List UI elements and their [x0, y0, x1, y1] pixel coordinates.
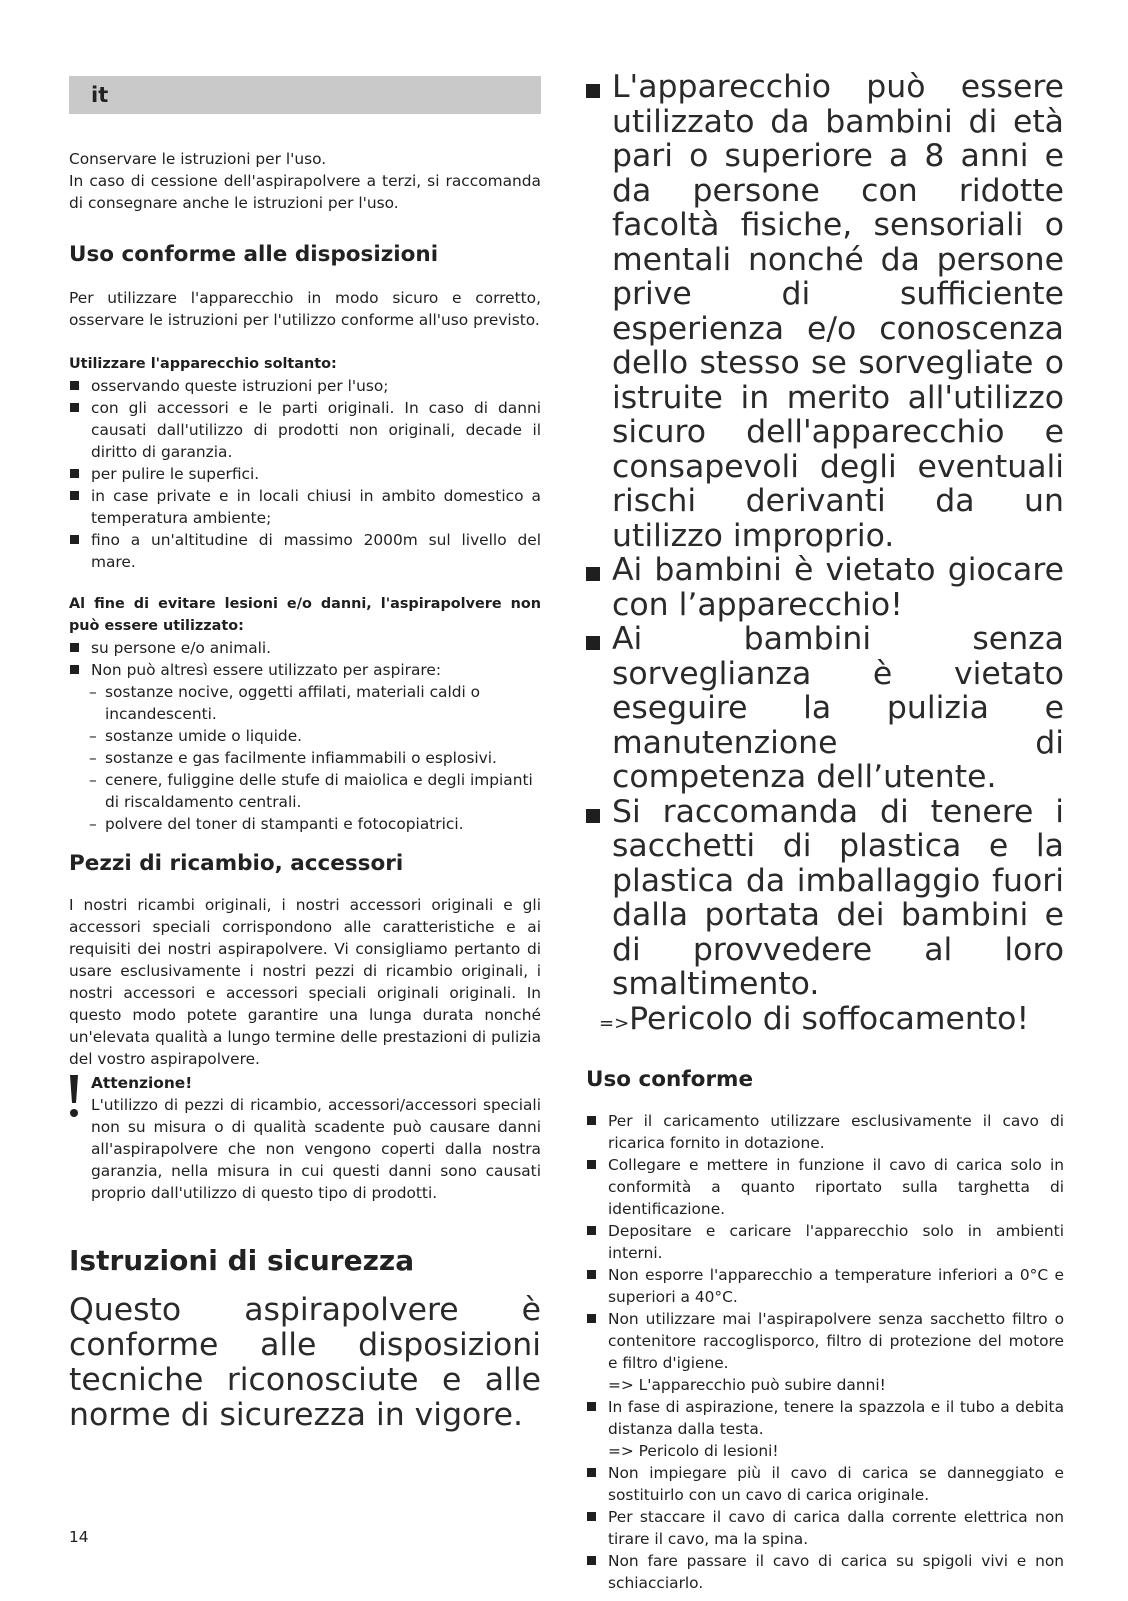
list-item-text: Per il caricamento utilizzare esclusivamente il cavo di ricarica fornito in dotazione.	[608, 1112, 1064, 1152]
list-item	[586, 1264, 1064, 1308]
list-item-text: in case private e in locali chiusi in ambito domestico a temperatura ambiente;	[91, 487, 541, 527]
conf-note-damage: => L'apparecchio può subire danni!	[608, 1376, 886, 1394]
bullet-square-icon	[70, 491, 79, 500]
dash-item	[69, 725, 541, 747]
bullet-square-icon	[70, 535, 79, 544]
bullet-square-icon	[587, 1556, 596, 1565]
big-list-item	[586, 795, 1064, 1002]
section-title-uso-conforme: Uso conforme	[586, 1067, 754, 1092]
big-list-item-text: Ai bambini è vietato giocare con l’apparecchio!	[612, 552, 1064, 623]
list-item	[586, 1462, 1064, 1506]
list-item-text: Depositare e caricare l'apparecchio solo in ambienti interni.	[608, 1222, 1064, 1262]
uso-conforme-list-2	[586, 1396, 1064, 1440]
list-item-text: Non utilizzare mai l'aspirapolvere senza sacchetto filtro o contenitore raccoglisporco, filtro di protezione del motore e filtro d'igiene.	[608, 1310, 1064, 1372]
big-list-item	[586, 622, 1064, 795]
big-list-item	[586, 553, 1064, 622]
bullet-square-icon	[70, 381, 79, 390]
list-item	[586, 1308, 1064, 1374]
bullet-square-icon	[586, 636, 600, 650]
bullet-square-icon	[587, 1116, 596, 1125]
conf-note-injury: => Pericolo di lesioni!	[608, 1442, 779, 1460]
intro-text	[69, 148, 541, 214]
big-list-item-text: L'apparecchio può essere utilizzato da bambini di età pari o superiore a 8 anni e da persone con ridotte facoltà fisiche, sensoriali o mentali nonché da persone prive di sufficiente esperienza e/o conoscenza dello stesso se sorvegliate o istruite in merito all'utilizzo sicuro dell'apparecchio e consapevoli degli eventuali rischi derivanti da un utilizzo improprio.	[612, 69, 1064, 554]
section-title-sicurezza: Istruzioni di sicurezza	[69, 1244, 415, 1277]
language-code: it	[91, 83, 109, 107]
dash-item-text: cenere, fuliggine delle stufe di maiolica e degli impianti di riscaldamento centrali.	[105, 771, 533, 811]
list-item	[69, 659, 541, 681]
list-item	[69, 375, 541, 397]
uso-conforme-list	[586, 1110, 1064, 1374]
bullet-square-icon	[587, 1160, 596, 1169]
list-item-text: Per staccare il cavo di carica dalla corrente elettrica non tirare il cavo, ma la spina.	[608, 1508, 1064, 1548]
uso-list-2	[69, 637, 541, 681]
bullet-square-icon	[587, 1468, 596, 1477]
arrow-icon: =>	[599, 1012, 630, 1034]
dash-item-text: sostanze nocive, oggetti affilati, materiali caldi o incandescenti.	[105, 683, 481, 723]
safety-big-list	[586, 70, 1064, 1002]
list-item-text: Non impiegare più il cavo di carica se danneggiato e sostituirlo con un cavo di carica originale.	[608, 1464, 1064, 1504]
list-item-text: fino a un'altitudine di massimo 2000m sul livello del mare.	[91, 531, 541, 571]
list-item	[586, 1110, 1064, 1154]
list-item	[69, 463, 541, 485]
big-list-item-text: Si raccomanda di tenere i sacchetti di plastica e la plastica da imballaggio fuori dalla portata dei bambini e di provvedere al loro smaltimento.	[612, 793, 1064, 1002]
suffocation-warning	[586, 1002, 1064, 1042]
list-item-text: osservando queste istruzioni per l'uso;	[91, 377, 389, 395]
list-item-text: con gli accessori e le parti originali. In caso di danni causati dall'utilizzo di prodotti non originali, decade il diritto di garanzia.	[91, 399, 541, 461]
uso-dash-list	[69, 681, 541, 835]
sicurezza-statement: Questo aspirapolvere è conforme alle disposizioni tecniche riconosciute e alle norme di sicurezza in vigore.	[69, 1292, 541, 1433]
bullet-square-icon	[587, 1314, 596, 1323]
dash-item	[69, 747, 541, 769]
page-number: 14	[69, 1528, 89, 1546]
uso-list-1	[69, 375, 541, 573]
dash-item	[69, 681, 541, 725]
list-item	[69, 485, 541, 529]
bullet-square-icon	[586, 809, 600, 823]
dash-item	[69, 813, 541, 835]
section-title-pezzi: Pezzi di ricambio, accessori	[69, 851, 404, 876]
bullet-square-icon	[70, 643, 79, 652]
bullet-square-icon	[587, 1270, 596, 1279]
big-list-item-text: Ai bambini senza sorveglianza è vietato eseguire la pulizia e manutenzione di competenza dell’utente.	[612, 621, 1064, 795]
dash-item-text: sostanze umide o liquide.	[105, 727, 303, 745]
list-item	[586, 1154, 1064, 1220]
uso-subheading-2: Al fine di evitare lesioni e/o danni, l'aspirapolvere non può essere utilizzato:	[69, 596, 541, 634]
bullet-square-icon	[586, 84, 600, 98]
right-column	[586, 70, 1064, 1594]
list-item	[586, 1506, 1064, 1550]
intro-line-1: Conservare le istruzioni per l'uso.	[69, 150, 327, 168]
list-item-text: su persone e/o animali.	[91, 639, 272, 657]
list-item-text: Non esporre l'apparecchio a temperature inferiori a 0°C e superiori a 40°C.	[608, 1266, 1064, 1306]
uso-conforme-list-3	[586, 1462, 1064, 1594]
uso-paragraph: Per utilizzare l'apparecchio in modo sicuro e corretto, osservare le istruzioni per l'utilizzo conforme all'uso previsto.	[69, 289, 541, 329]
list-item	[69, 529, 541, 573]
dash-bullet-icon: –	[89, 727, 97, 745]
list-item-text: In fase di aspirazione, tenere la spazzola e il tubo a debita distanza dalla testa.	[608, 1398, 1064, 1438]
big-list-item	[586, 70, 1064, 553]
bullet-square-icon	[70, 665, 79, 674]
dash-item-text: sostanze e gas facilmente infiammabili o esplosivi.	[105, 749, 497, 767]
dash-item	[69, 769, 541, 813]
danger-text: Pericolo di soffocamento!	[629, 1000, 1030, 1037]
list-item	[69, 637, 541, 659]
section-title-uso: Uso conforme alle disposizioni	[69, 242, 439, 267]
dash-bullet-icon: –	[89, 683, 97, 701]
pezzi-paragraph: I nostri ricambi originali, i nostri accessori originali e gli accessori speciali corrispondono alle caratteristiche e ai requisiti dei nostri aspirapolvere. Vi consigliamo pertanto di usare esclusivamente i nostri pezzi di ricambio originali, i nostri accessori e accessori speciali originali originali. In questo modo potete garantire una lunga durata nonché un'elevata qualità a lungo termine delle prestazioni di pulizia del vostro aspirapolvere.	[69, 896, 541, 1068]
attention-block	[69, 1072, 541, 1204]
list-item	[586, 1396, 1064, 1440]
left-column	[69, 76, 541, 1433]
list-item-text: per pulire le superfici.	[91, 465, 260, 483]
attention-title: Attenzione!	[91, 1074, 193, 1092]
exclamation-icon	[69, 1073, 79, 1121]
list-item	[69, 397, 541, 463]
list-item-text: Collegare e mettere in funzione il cavo di carica solo in conformità a quanto riportato sulla targhetta di identificazione.	[608, 1156, 1064, 1218]
bullet-square-icon	[70, 469, 79, 478]
intro-line-2: In caso di cessione dell'aspirapolvere a terzi, si raccomanda di consegnare anche le istruzioni per l'uso.	[69, 172, 541, 212]
list-item	[586, 1550, 1064, 1594]
dash-item-text: polvere del toner di stampanti e fotocopiatrici.	[105, 815, 464, 833]
bullet-square-icon	[70, 403, 79, 412]
bullet-square-icon	[586, 567, 600, 581]
uso-subheading-1: Utilizzare l'apparecchio soltanto:	[69, 356, 337, 372]
list-item-text: Non fare passare il cavo di carica su spigoli vivi e non schiacciarlo.	[608, 1552, 1064, 1592]
language-header	[69, 76, 541, 114]
dash-bullet-icon: –	[89, 749, 97, 767]
attention-text: L'utilizzo di pezzi di ricambio, accessori/accessori speciali non su misura o di qualità scadente può causare danni all'aspirapolvere che non vengono coperti dalla nostra garanzia, nella misura in cui questi danni sono causati proprio dall'utilizzo di questo tipo di prodotti.	[91, 1096, 541, 1202]
list-item-text: Non può altresì essere utilizzato per aspirare:	[91, 661, 442, 679]
dash-bullet-icon: –	[89, 771, 97, 789]
dash-bullet-icon: –	[89, 815, 97, 833]
bullet-square-icon	[587, 1402, 596, 1411]
bullet-square-icon	[587, 1512, 596, 1521]
bullet-square-icon	[587, 1226, 596, 1235]
list-item	[586, 1220, 1064, 1264]
